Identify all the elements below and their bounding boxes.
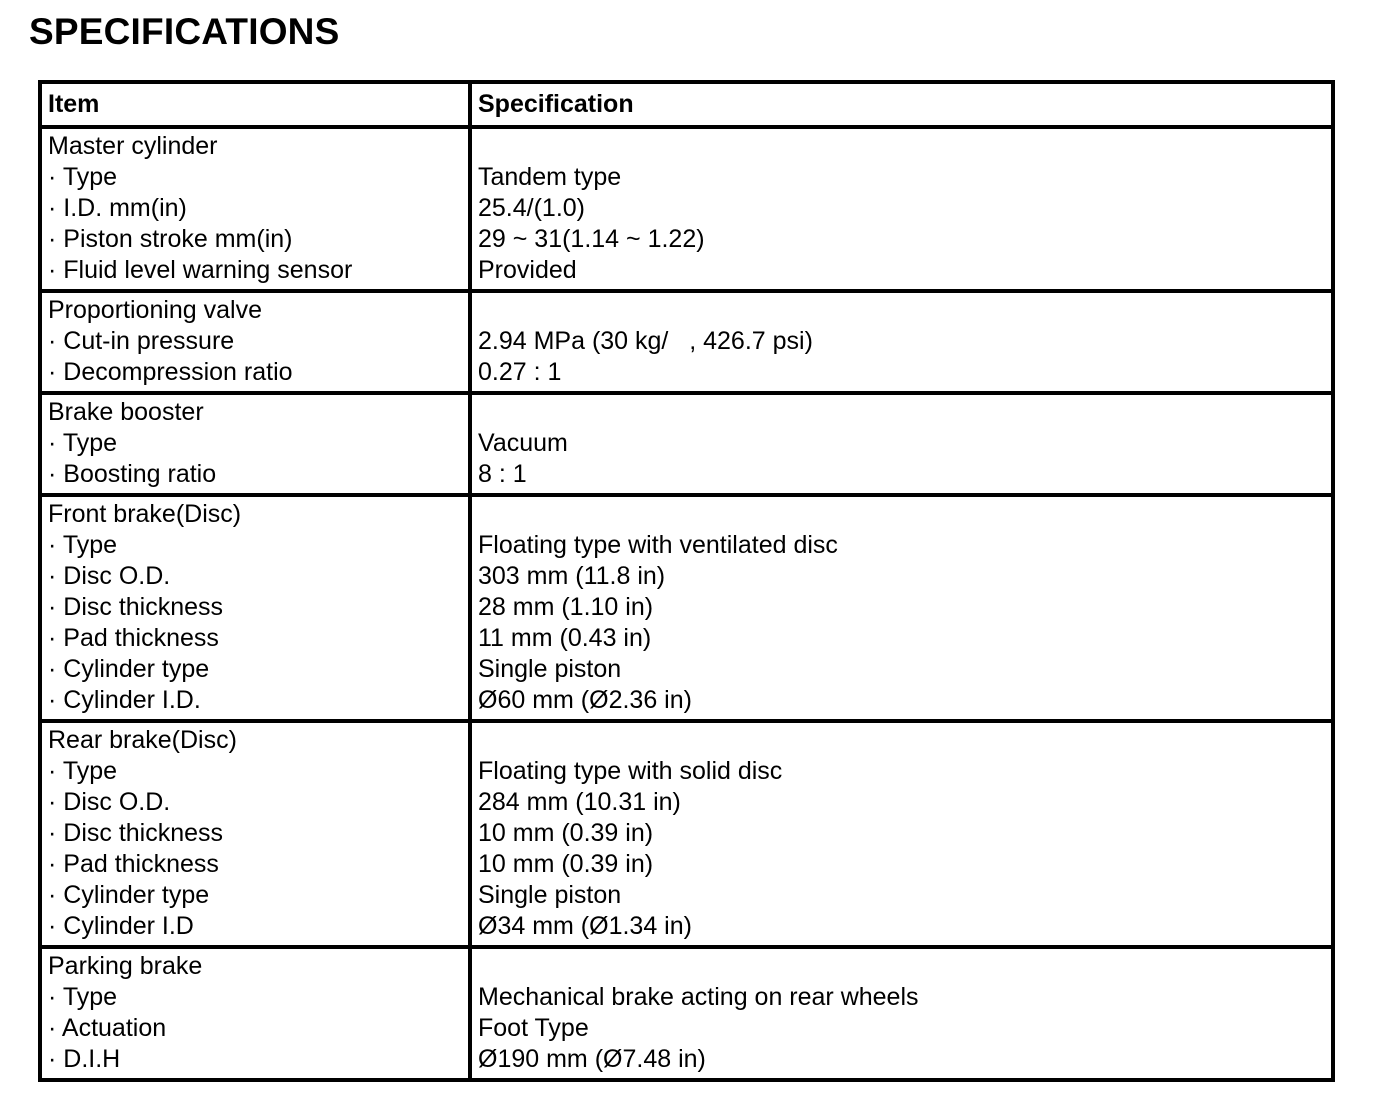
specification-cell: [470, 393, 1333, 495]
spec-label: · Type: [48, 163, 118, 191]
table-row: [40, 495, 1333, 721]
spec-spacer: [478, 131, 1325, 162]
spec-value: Floating type with ventilated disc: [478, 531, 838, 559]
spec-label: · Cylinder I.D: [48, 912, 194, 940]
spec-value: 0.27 : 1: [478, 358, 562, 386]
spec-value: 11 mm (0.43 in): [478, 624, 652, 652]
spec-label: · Boosting ratio: [48, 460, 217, 488]
spec-value: 28 mm (1.10 in): [478, 593, 654, 621]
spec-spacer: [478, 295, 1325, 326]
spec-spacer: [478, 499, 1325, 530]
specification-cell: [470, 721, 1333, 947]
spec-label: · Disc O.D.: [48, 788, 171, 816]
spec-label: · Type: [48, 757, 118, 785]
spec-label: · Pad thickness: [48, 850, 219, 878]
spec-value: Vacuum: [478, 429, 568, 457]
spec-label: · Cylinder I.D.: [48, 686, 201, 714]
spec-label: · Piston stroke mm(in): [48, 225, 293, 253]
section-name: Brake booster: [48, 398, 204, 426]
specifications-body: [40, 127, 1333, 1080]
section-name: Parking brake: [48, 952, 203, 980]
spec-label: · Type: [48, 429, 118, 457]
spec-value: Ø190 mm (Ø7.48 in): [478, 1045, 706, 1073]
spec-value: Foot Type: [478, 1014, 589, 1042]
section-name: Proportioning valve: [48, 296, 263, 324]
spec-label: · Pad thickness: [48, 624, 219, 652]
spec-label: · Disc thickness: [48, 819, 224, 847]
spec-value: Single piston: [478, 881, 622, 909]
spec-label: · D.I.H: [48, 1045, 121, 1073]
spec-value: Provided: [478, 256, 577, 284]
spec-value: 25.4/(1.0): [478, 194, 586, 222]
spec-spacer: [478, 397, 1325, 428]
item-cell: [40, 721, 470, 947]
item-cell: [40, 947, 470, 1080]
spec-label: · Cut-in pressure: [48, 327, 235, 355]
spec-label: · Cylinder type: [48, 881, 210, 909]
spec-label: · Disc thickness: [48, 593, 224, 621]
column-header-specification: Specification: [470, 82, 1333, 127]
table-row: [40, 393, 1333, 495]
item-cell: [40, 495, 470, 721]
spec-spacer: [478, 951, 1325, 982]
spec-label: · Actuation: [48, 1014, 167, 1042]
spec-value: 8 : 1: [478, 460, 527, 488]
spec-spacer: [478, 725, 1325, 756]
specification-cell: [470, 291, 1333, 393]
spec-value: 29 ~ 31(1.14 ~ 1.22): [478, 225, 705, 253]
item-cell: [40, 291, 470, 393]
spec-label: · Cylinder type: [48, 655, 210, 683]
item-cell: [40, 393, 470, 495]
spec-value: Ø34 mm (Ø1.34 in): [478, 912, 692, 940]
section-name: Rear brake(Disc): [48, 726, 237, 754]
spec-label: · Type: [48, 531, 118, 559]
section-name: Front brake(Disc): [48, 500, 242, 528]
spec-value: Single piston: [478, 655, 622, 683]
specification-cell: [470, 127, 1333, 291]
table-row: [40, 291, 1333, 393]
specifications-table: [38, 80, 1335, 1082]
spec-value: 284 mm (10.31 in): [478, 788, 681, 816]
column-header-item: Item: [40, 82, 470, 127]
spec-label: · I.D. mm(in): [48, 194, 187, 222]
item-cell: [40, 127, 470, 291]
spec-label: · Decompression ratio: [48, 358, 293, 386]
spec-label: · Disc O.D.: [48, 562, 171, 590]
table-header-row: [40, 82, 1333, 127]
specification-cell: [470, 495, 1333, 721]
spec-value: Ø60 mm (Ø2.36 in): [478, 686, 692, 714]
spec-value: 2.94 MPa (30 kg/ , 426.7 psi): [478, 327, 813, 355]
spec-label: · Type: [48, 983, 118, 1011]
spec-value: Tandem type: [478, 163, 622, 191]
table-row: [40, 721, 1333, 947]
spec-value: 10 mm (0.39 in): [478, 850, 654, 878]
table-row: [40, 127, 1333, 291]
spec-value: Mechanical brake acting on rear wheels: [478, 983, 919, 1011]
spec-value: 303 mm (11.8 in): [478, 562, 666, 590]
table-row: [40, 947, 1333, 1080]
spec-label: · Fluid level warning sensor: [48, 256, 353, 284]
spec-value: 10 mm (0.39 in): [478, 819, 654, 847]
specification-cell: [470, 947, 1333, 1080]
section-name: Master cylinder: [48, 132, 218, 160]
page-title: SPECIFICATIONS: [29, 11, 340, 52]
spec-value: Floating type with solid disc: [478, 757, 783, 785]
